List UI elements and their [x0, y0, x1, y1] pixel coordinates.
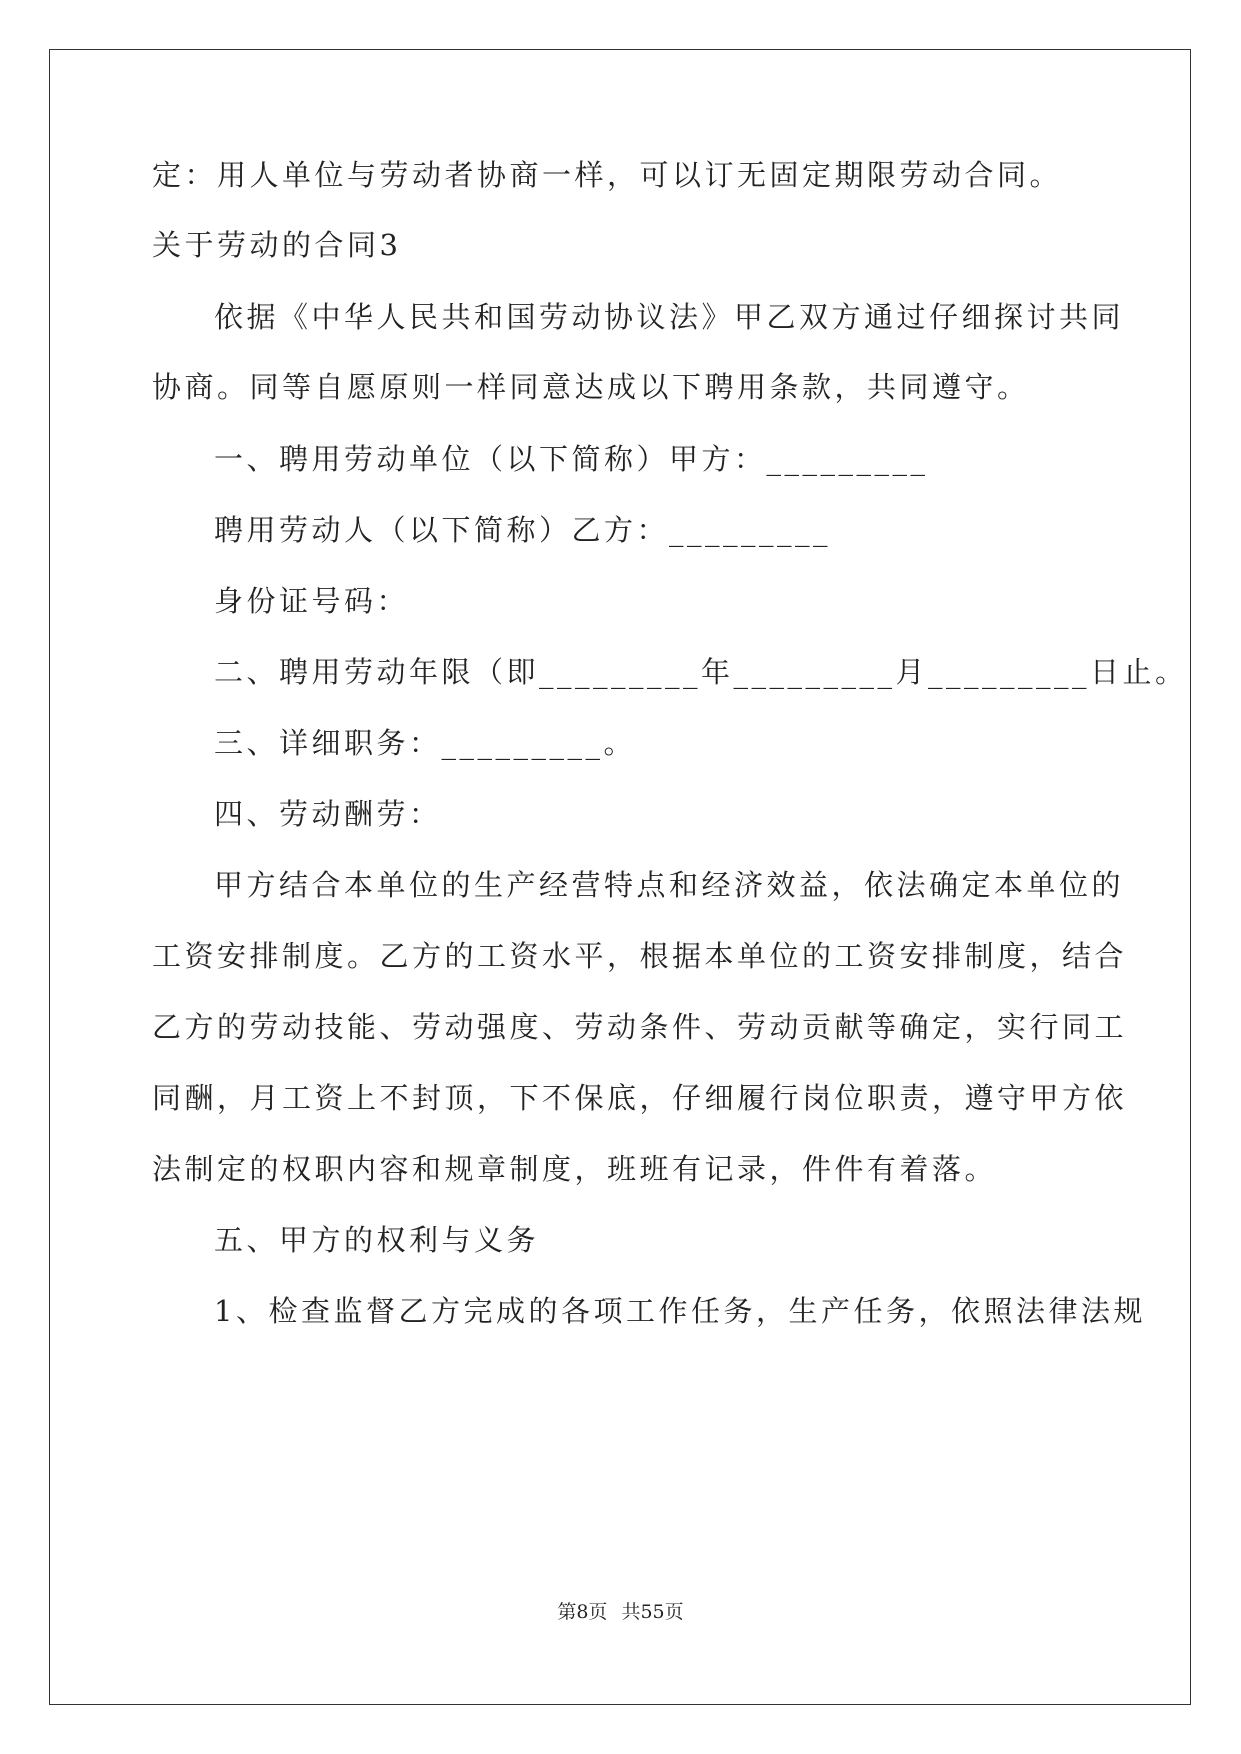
- clause-position: 三、详细职务：_________。: [214, 726, 637, 760]
- body-line-4: 协商。同等自愿原则一样同意达成以下聘用条款，共同遵守。: [152, 370, 1030, 404]
- clause-pay-heading: 四、劳动酬劳：: [214, 797, 442, 831]
- body-line-17: 1、检查监督乙方完成的各项工作任务，生产任务，依照法律法规: [214, 1294, 1146, 1328]
- clause-id-number: 身份证号码：: [214, 584, 410, 618]
- clause-party-a-rights: 五、甲方的权利与义务: [214, 1223, 540, 1257]
- section-heading: 关于劳动的合同3: [152, 228, 402, 262]
- body-line-15: 法制定的权职内容和规章制度，班班有记录，件件有着落。: [152, 1152, 998, 1186]
- clause-party-a: 一、聘用劳动单位（以下简称）甲方：_________: [214, 442, 929, 476]
- body-line-11: 甲方结合本单位的生产经营特点和经济效益，依法确定本单位的: [214, 868, 1125, 902]
- body-line-12: 工资安排制度。乙方的工资水平，根据本单位的工资安排制度，结合: [152, 939, 1128, 973]
- page-footer: [0, 1600, 1241, 1624]
- page-number: 第8页: [557, 1601, 608, 1623]
- clause-term: 二、聘用劳动年限（即_________年_________月_________日止。: [214, 655, 1188, 689]
- body-line-3: 依据《中华人民共和国劳动协议法》甲乙双方通过仔细探讨共同: [214, 300, 1125, 334]
- body-line-13: 乙方的劳动技能、劳动强度、劳动条件、劳动贡献等确定，实行同工: [152, 1010, 1128, 1044]
- body-line-14: 同酬，月工资上不封顶，下不保底，仔细履行岗位职责，遵守甲方依: [152, 1081, 1128, 1115]
- clause-party-b: 聘用劳动人（以下简称）乙方：_________: [214, 513, 832, 547]
- body-line-1: 定：用人单位与劳动者协商一样，可以订无固定期限劳动合同。: [152, 158, 1063, 192]
- page-total: 共55页: [621, 1601, 684, 1623]
